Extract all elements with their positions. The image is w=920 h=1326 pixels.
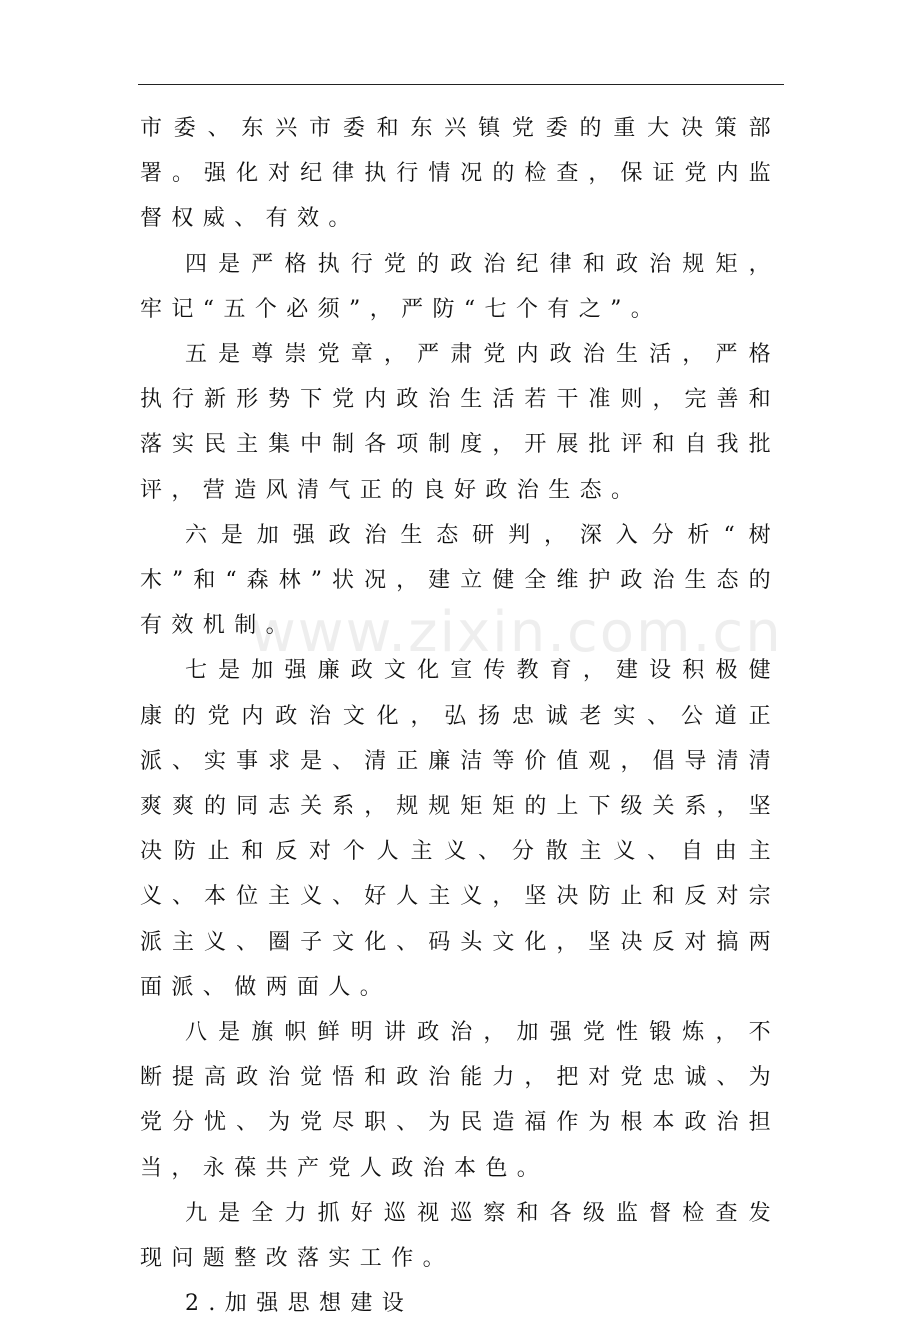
watermark: www.zixin.com.cn [250, 600, 783, 665]
section-heading: 2.加强思想建设 [185, 1291, 414, 1317]
paragraph-item-6: 六是加强政治生态研判，深入分析“树木”和“森林”状况，建立健全维护政治生态的有效机制。 [140, 522, 780, 639]
paragraph-item-4: 四是严格执行党的政治纪律和政治规矩，牢记“五个必须”，严防“七个有之”。 [140, 251, 780, 322]
paragraph-item-8: 八是旗帜鲜明讲政治，加强党性锻炼，不断提高政治觉悟和政治能力，把对党忠诚、为党分忧、为党尽职、为民造福作为根本政治担当，永葆共产党人政治本色。 [140, 1020, 780, 1181]
paragraph-item-9: 九是全力抓好巡视巡察和各级监督检查发现问题整改落实工作。 [140, 1200, 780, 1272]
document-body [140, 106, 780, 1326]
paragraph-item-7: 七是加强廉政文化宣传教育，建设积极健康的党内政治文化，弘扬忠诚老实、公道正派、实事求是、清正廉洁等价值观，倡导清清爽爽的同志关系，规规矩矩的上下级关系，坚决防止和反对个人主义、分散主义、自由主义、本位主义、好人主义，坚决防止和反对宗派主义、圈子文化、码头文化，坚决反对搞两面派、做两面人。 [140, 658, 780, 1000]
paragraph-item-5: 五是尊崇党章，严肃党内政治生活，严格执行新形势下党内政治生活若干准则，完善和落实民主集中制各项制度，开展批评和自我批评，营造风清气正的良好政治生态。 [140, 342, 780, 503]
header-rule [138, 84, 784, 85]
paragraph-continuation: 市委、东兴市委和东兴镇党委的重大决策部署。强化对纪律执行情况的检查，保证党内监督权威、有效。 [140, 116, 780, 232]
